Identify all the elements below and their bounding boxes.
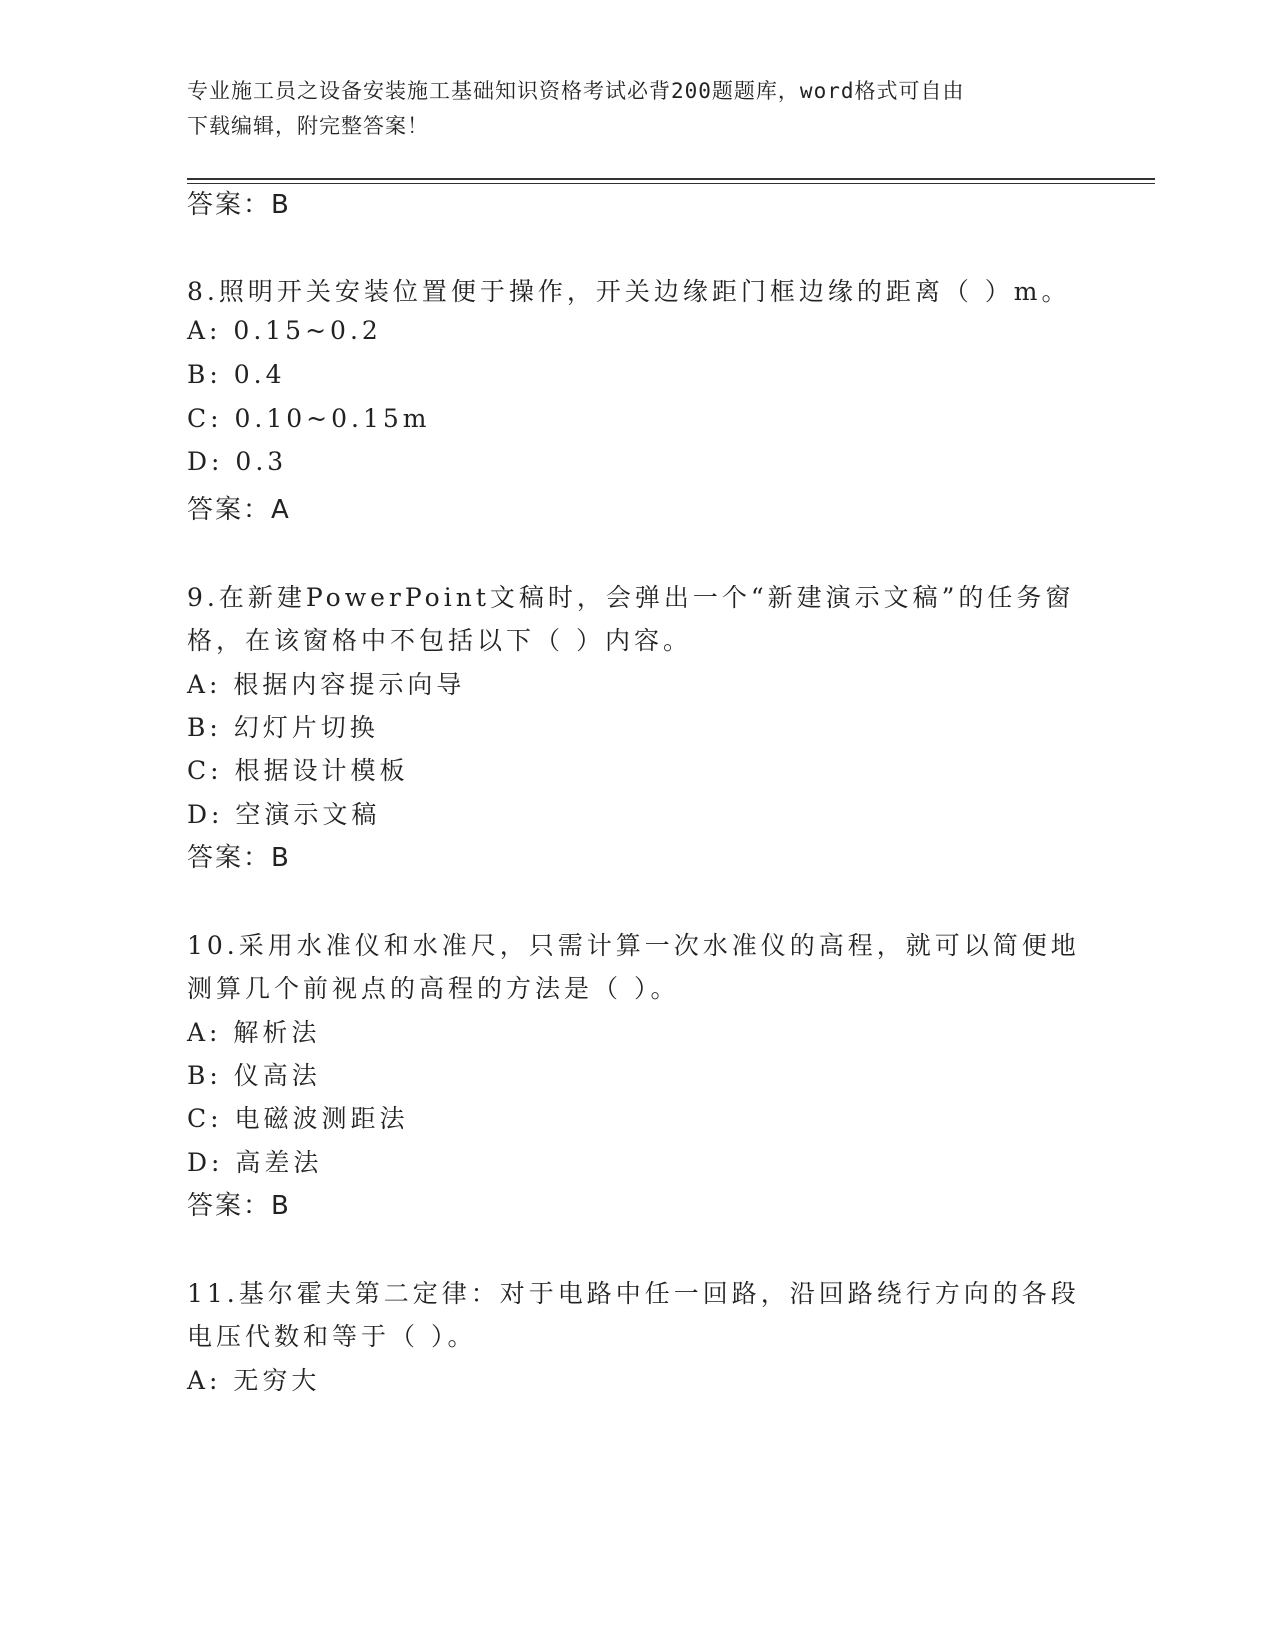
question-11-option-a: A: 无穷大 xyxy=(187,1366,321,1395)
question-8-option-d: D: 0.3 xyxy=(187,447,288,476)
document-header xyxy=(187,74,1057,144)
header-divider xyxy=(187,178,1155,184)
question-9-option-c: C: 根据设计模板 xyxy=(187,756,409,785)
question-9-stem-line-1: 9.在新建PowerPoint文稿时，会弹出一个“新建演示文稿”的任务窗 xyxy=(187,583,1075,612)
question-8-option-a: A: 0.15~0.2 xyxy=(187,316,382,345)
question-8-option-b: B: 0.4 xyxy=(187,360,286,389)
answer-line-prev: 答案：B xyxy=(187,190,291,220)
question-9-answer: 答案：B xyxy=(187,843,291,873)
header-line-1: 专业施工员之设备安装施工基础知识资格考试必背200题题库，word格式可自由 xyxy=(187,79,965,103)
question-8-option-c: C: 0.10~0.15m xyxy=(187,404,431,433)
question-8-answer: 答案：A xyxy=(187,495,291,525)
question-9-option-d: D: 空演示文稿 xyxy=(187,800,381,829)
question-10-option-c: C: 电磁波测距法 xyxy=(187,1104,409,1133)
question-10-option-b: B: 仪高法 xyxy=(187,1061,321,1090)
question-10-answer: 答案：B xyxy=(187,1191,291,1221)
question-9-option-a: A: 根据内容提示向导 xyxy=(187,670,466,699)
question-9-option-b: B: 幻灯片切换 xyxy=(187,713,379,742)
question-10-stem-line-1: 10.采用水准仪和水准尺，只需计算一次水准仪的高程，就可以简便地 xyxy=(187,931,1080,960)
question-10-option-d: D: 高差法 xyxy=(187,1148,323,1177)
header-line-2: 下载编辑，附完整答案！ xyxy=(187,114,429,138)
document-page xyxy=(187,0,1157,1650)
question-9-stem-line-2: 格，在该窗格中不包括以下（ ）内容。 xyxy=(187,626,692,655)
question-11-stem-line-2: 电压代数和等于（ ）。 xyxy=(187,1322,477,1351)
question-10-option-a: A: 解析法 xyxy=(187,1018,321,1047)
question-10-stem-line-2: 测算几个前视点的高程的方法是（ ）。 xyxy=(187,974,680,1003)
question-11-stem-line-1: 11.基尔霍夫第二定律：对于电路中任一回路，沿回路绕行方向的各段 xyxy=(187,1279,1080,1308)
question-8-stem-line-1: 8.照明开关安装位置便于操作，开关边缘距门框边缘的距离（ ）m。 xyxy=(187,277,1071,306)
